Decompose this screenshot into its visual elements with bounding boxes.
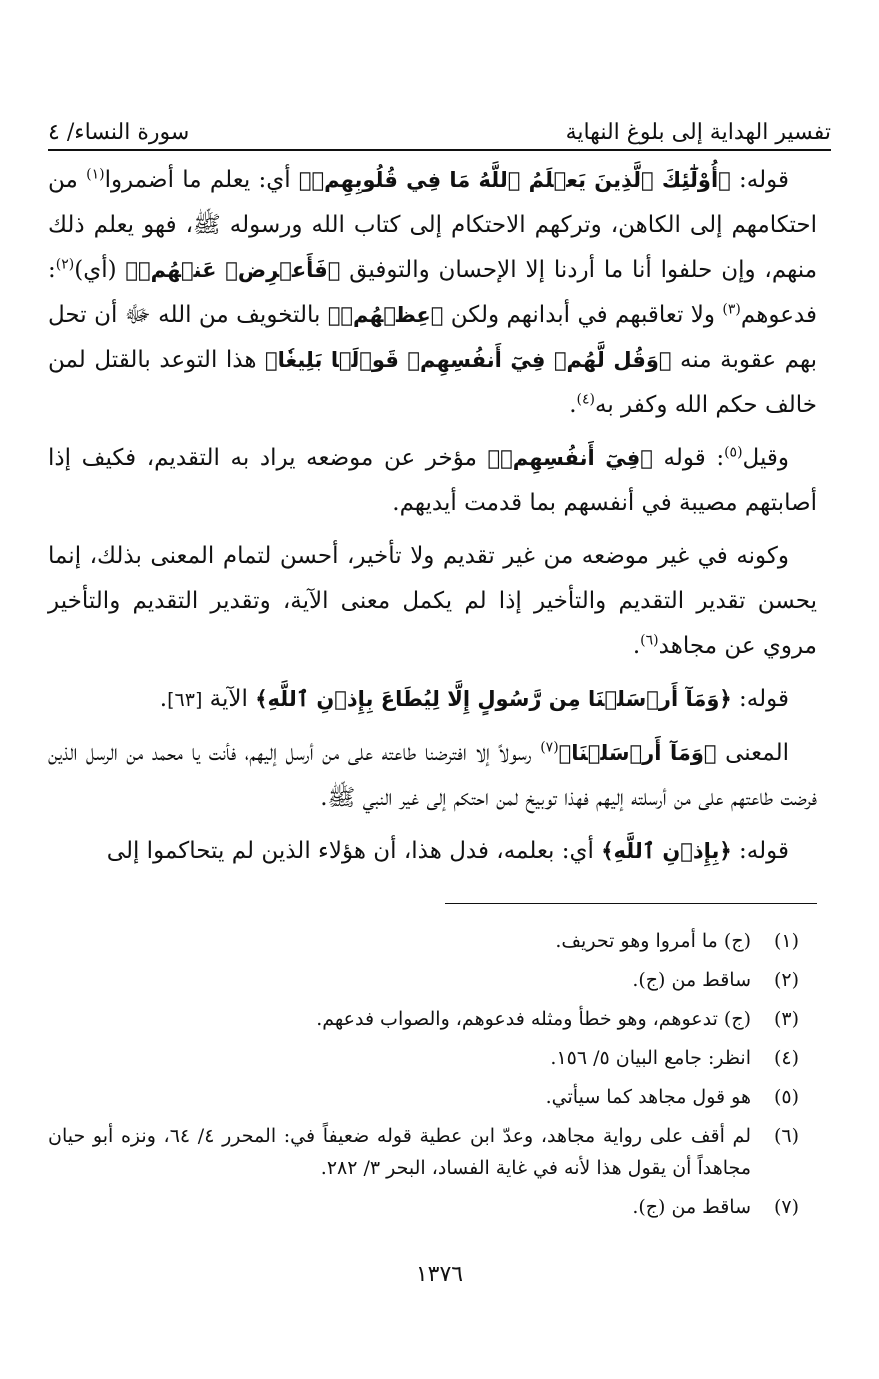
footnote-ref-2: (٢): [55, 256, 75, 273]
footnote-rule: [445, 903, 817, 904]
text-run: رسولاً إلا افترضنا طاعته على من أرسل إليهم، فأنت يا محمد من الرسل الذين فرضت طاعتهم على من أرسلته إليهم فهذا توبيخ لمن احتكم إلى غير النبي ﷺ.: [48, 740, 817, 811]
quran-quote: ﴿أُوْلَٰٓئِكَ ٱلَّذِينَ يَعۡلَمُ ٱللَّهُ مَا فِي قُلُوبِهِمۡ﴾: [298, 168, 731, 192]
text-run: ولا تعاقبهم في أبدانهم ولكن: [443, 302, 723, 328]
footnote-ref-1: (١): [86, 166, 105, 183]
paragraph-6: [48, 829, 817, 874]
text-run: المعنى: [716, 740, 789, 766]
footnote-number: (٦): [773, 1125, 799, 1147]
footnote-number: (٧): [773, 1196, 799, 1218]
footnote-ref-5: (٥): [724, 444, 743, 461]
quran-quote: ﴿عِظۡهُمۡ﴾: [327, 303, 444, 327]
text-run: وقيل: [742, 445, 790, 471]
footnotes: [48, 925, 799, 1230]
footnote-number: (٥): [773, 1086, 799, 1108]
text-run: مؤخر عن موضعه يراد به التقديم، فكيف إذا أصابتهم مصيبة في أنفسهم بما قدمت أيديهم.: [48, 445, 817, 516]
footnote-1: [48, 925, 799, 957]
page-number: ١٣٧٦: [415, 1262, 464, 1287]
footnote-4: [48, 1042, 799, 1074]
footnote-6: [48, 1120, 799, 1184]
header-rule: [48, 149, 831, 151]
footnote-text: ساقط من (ج).: [632, 1196, 751, 1218]
book-title: تفسير الهداية إلى بلوغ النهاية: [565, 120, 831, 145]
running-head: [48, 104, 831, 144]
paragraph-1: [48, 158, 817, 428]
quran-quote: ﴿وَقُل لَّهُمۡ فِيٓ أَنفُسِهِمۡ قَوۡلَۢا بَلِيغٗا﴾: [265, 348, 672, 372]
text-run: (أي): [74, 257, 126, 283]
footnote-text: هو قول مجاهد كما سيأتي.: [545, 1086, 751, 1108]
paragraph-5: [48, 731, 817, 821]
text-run: أي: بعلمه، فدل هذا، أن هؤلاء الذين لم يتحاكموا إلى: [106, 838, 602, 864]
text-run: هذا التوعد بالقتل لمن خالف حكم الله وكفر به: [48, 347, 817, 418]
text-run: الآية: [202, 686, 256, 712]
text-run: قوله:: [731, 686, 789, 712]
text-run: من احتكامهم إلى الكاهن، وتركهم الاحتكام إلى كتاب الله ورسوله ﷺ، فهو يعلم ذلك منهم، وإن حلفوا أنا ما أردنا إلا الإحسان والتوفيق: [48, 167, 818, 283]
body-text: [48, 158, 817, 882]
quran-quote: ﴿وَمَآ أَرۡسَلۡنَا مِن رَّسُولٍ إِلَّا لِيُطَاعَ بِإِذۡنِ ٱللَّهِ﴾: [255, 687, 732, 711]
quran-quote: ﴿بِإِذۡنِ ٱللَّهِ﴾: [601, 839, 732, 863]
footnote-number: (٢): [773, 969, 799, 991]
footnote-ref-3: (٣): [722, 301, 741, 318]
footnote-text: لم أقف على رواية مجاهد، وعدّ ابن عطية قوله ضعيفاً في: المحرر ٤/ ٦٤، ونزه أبو حيان مجاهداً أن يقول هذا لأنه في غاية الفساد، البحر ٣/ ٢٨٢.: [48, 1125, 751, 1179]
text-run: قوله:: [731, 838, 789, 864]
section-title: سورة النساء/ ٤: [48, 120, 190, 145]
paragraph-3: [48, 534, 817, 669]
footnote-text: ساقط من (ج).: [632, 969, 751, 991]
footnote-ref-6: (٦): [640, 632, 659, 649]
footnote-ref-7: (٧): [540, 739, 559, 756]
quran-quote: ﴿فَأَعۡرِضۡ عَنۡهُمۡ﴾: [125, 258, 341, 282]
text-run: وكونه في غير موضعه من غير تقديم ولا تأخير، أحسن لتمام المعنى بذلك، إنما يحسن تقدير التقديم والتأخير إذا لم يكمل معنى الآية، وتقدير التقديم والتأخير مروي عن مجاهد: [48, 543, 817, 659]
text-run: .: [569, 392, 577, 418]
footnote-text: (ج) ما أمروا وهو تحريف.: [555, 930, 751, 952]
footnote-ref-4: (٤): [576, 391, 596, 408]
text-run: قوله:: [730, 167, 789, 193]
footnote-text: انظر: جامع البيان ٥/ ١٥٦.: [550, 1047, 751, 1069]
footnote-7: [48, 1191, 799, 1223]
text-run: بالتخويف من الله ﷻ أن تحل بهم عقوبة منه: [48, 302, 817, 373]
quran-quote: ﴿وَمَآ أَرۡسَلۡنَا﴾: [558, 741, 717, 765]
text-run: .: [159, 686, 168, 712]
text-run: : فدعوهم: [48, 257, 817, 328]
footnote-number: (٤): [773, 1047, 799, 1069]
footnote-5: [48, 1081, 799, 1113]
footnote-text: (ج) تدعوهم، وهو خطأ ومثله فدعوهم، والصواب فدعهم.: [316, 1008, 751, 1030]
verse-number: [٦٣]: [167, 689, 203, 711]
quran-quote: ﴿فِيٓ أَنفُسِهِمۡ﴾: [487, 446, 653, 470]
paragraph-2: [48, 436, 817, 526]
text-run: .: [632, 633, 641, 659]
paragraph-4: [48, 677, 817, 723]
footnote-2: [48, 964, 799, 996]
footnote-number: (١): [773, 930, 799, 952]
text-run: : قوله: [652, 445, 725, 471]
footnote-3: [48, 1003, 799, 1035]
text-run: أي: يعلم ما أضمروا: [104, 167, 299, 193]
footnote-number: (٣): [773, 1008, 799, 1030]
